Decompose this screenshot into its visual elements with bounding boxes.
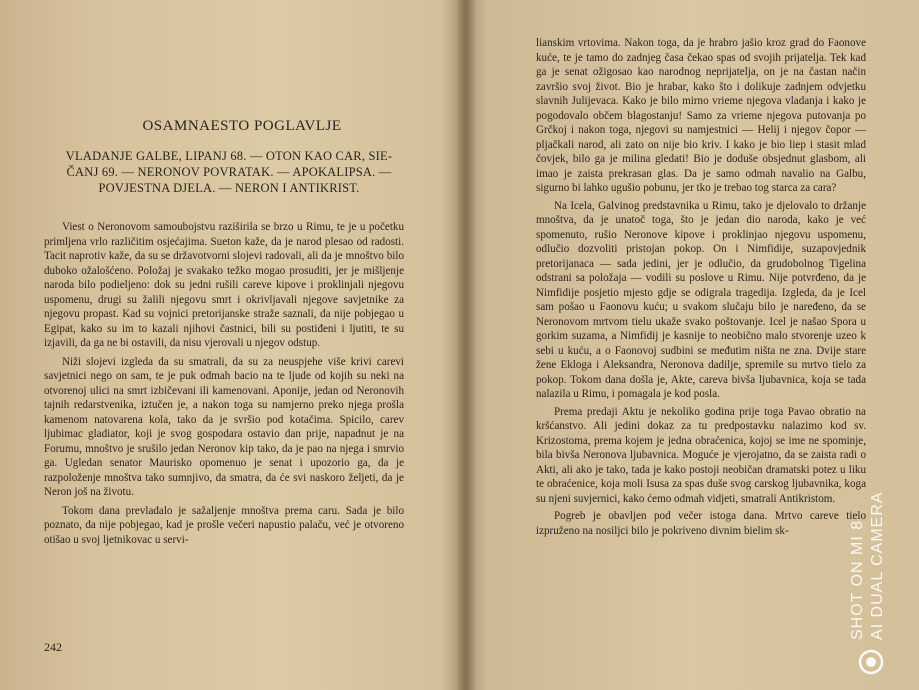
subtitle-line: POVJESTNA DJELA. — NERON I ANTIKRIST. [98, 181, 360, 195]
paragraph: Prema predaji Aktu je nekoliko godina prije toga Pavao obratio na kršćanstvo. Ali jedini dokaz za tu predpostavku nalazimo kod sv. Krizostoma, prema kojem je jedna obraćenica, kojoj se ime ne spominje, bila bivša Neronova ljubavnica. Moguće je vjerojatno, da se zaista radi o Akti, ali ako je tako, tada je kako postoji neobičan dramatski potez u liku te obraćenice, koja moli Isusa za spas duše svog carskog ljubavnika, koga su njeni suvjernici, kako ćemo odmah vidjeti, smatrali Antikristom. [536, 405, 866, 505]
left-body-text [44, 220, 404, 551]
paragraph: Niži slojevi izgleda da su smatrali, da su za neuspjehe više krivi carevi savjetnici nego on sam, te je puk odmah bacio na te ljude od kojih su neki na otvorenoj ulici na smrt izbičevani ili kamenovani. Aponije, jedan od Neronovih tajnih redarstvenika, iztučen je, a nakon toga su namjerno preko njega prošla kamenom natovarena kola, tako da je svršio pod kotačima. Spicilo, carev ljubimac gladiator, koji je svog gospodara ostavio dan prije, napadnut je na Forumu, mnoštvo je srušilo jedan Neronov kip tako, da je pao na njega i smrvio ga. Ugledan senator Maurisko opomenuo je senat i upozorio ga, da je razpoloženje mnoštva tako sumnjivo, da smatra, da će svi naskoro željeti, da je Neron još na životu. [44, 355, 404, 498]
paragraph: Pogreb je obavljen pod večer istoga dana. Mrtvo careve tielo izpruženo na nosiljci bilo je pokriveno divnim bielim sk- [536, 510, 866, 537]
right-body-text [536, 36, 866, 541]
paragraph: lianskim vrtovima. Nakon toga, da je hrabro jašio kroz grad do Faonove kuće, te je tamo do zadnjeg časa čekao spas od svojih prijatelja. Tek kad ga je senat ožigosao kao narodnog neprijatelja, on je na častan način završio svoj život. Bio je hrabar, kako što i dolikuje zadnjem odvjetku slavnih Julijevaca. Kako je bilo mirno vrieme njegova vladanja i kako je pogodovalo občem blagostanju! Samo za vrieme njegova putovanja po Grčkoj i nakon toga, njegovi su namjestnici — Helij i njegov čopor — pljačkali narod, ali zato on nije bio kriv. I kako je bio liep i stasit mlad čovjek, bilo ga je milina gledati! Bio je doduše obsjednut glasbom, ali imao je zaista prekrasan glas. Da je samo odmah navalio na Galbu, sigurno bi lahko ugušio pobunu, jer tko je trebao tog starca za cara? [536, 37, 866, 194]
page-number: 242 [44, 640, 62, 654]
paragraph: Na Icela, Galvinog predstavnika u Rimu, tako je djelovalo to držanje mnoštva, da je unatoč toga, što je jedan dio naroda, kako je već spomenuto, rušio Neronove kipove i proklinjao njegovu uspomenu, odlučio dozvoliti pristojan pokop. On i Nimfidije, suzapovjednik pretorijanaca — sada jedini, jer je odlučio, da grudobolnog Tigelina odstrani sa položaja — vodili su poslove u Rimu. Nije potvrđeno, da je Nimfidije posjetio mjesto gdje se odigrala tragedija. Izgleda, da je Icel sam pošao u Faonovu kuću; u svakom slučaju bilo je naređeno, da se Neronovom mrtvom tielu ukaže svako poštovanje. Icel je našao Spora u gorkim suzama, a Nimfidij je kasnije to neobično malo stvorenje uzeo k sebi u kuću, a o Faonovoj sudbini se međutim ništa ne zna. Dvije stare žene Ekloga i Aleksandra, Neronova dadilje, spremile su mrtvo tielo za pokop. Tokom dana došla je, Akte, careva bivša ljubavnica, koja se tada nalazila u Rimu, i pomagala je kod posla. [536, 199, 866, 400]
paragraph: Tokom dana prevladalo je sažaljenje mnoštva prema caru. Sada je bilo poznato, da nije pobjegao, kad je prošle večeri napustio palaču, već je otvoreno otišao u svoj ljetnikovac u servi- [44, 504, 404, 546]
left-page [0, 0, 458, 690]
paragraph: Viest o Neronovom samoubojstvu raziširila se brzo u Rimu, te je u početku primljena vrlo različitim osjećajima. Sueton kaže, da je narod plesao od radosti. Tacit naprotiv kaže, da su se državotvorni slojevi radovali, ali da je mnoštvo bilo duboko ožalošćeno. Položaj je svakako težko mogao prosuditi, jer je mišljenje naroda bilo podieljeno: dok su jedni rušili careve kipove i proklinjali njegovu uspomenu, drugi su žalili njegovu smrt i okrivljavali njegove savjetnike za njegovu propast. Kad su vojnici pretorijanske straže saznali, da nije pobjegao u Egipat, kako su im to kazali njihovi častnici, bili su postiđeni i ljutiti, te su izjavili, da ga ne bi ostavili, da nisu vjerovali u njegov odstup. [44, 221, 404, 349]
watermark-line: SHOT ON MI 8 [849, 519, 866, 640]
chapter-subtitle [60, 148, 398, 196]
subtitle-line: ČANJ 69. — NERONOV POVRATAK. — APOKALIPSA. — [66, 165, 392, 179]
camera-logo-icon [857, 648, 885, 676]
chapter-title: OSAMNAESTO POGLAVLJE [142, 118, 342, 134]
camera-watermark [847, 430, 905, 650]
subtitle-line: VLADANJE GALBE, LIPANJ 68. — OTON KAO CAR, SIE- [65, 149, 393, 163]
watermark-line: AI DUAL CAMERA [869, 491, 886, 640]
